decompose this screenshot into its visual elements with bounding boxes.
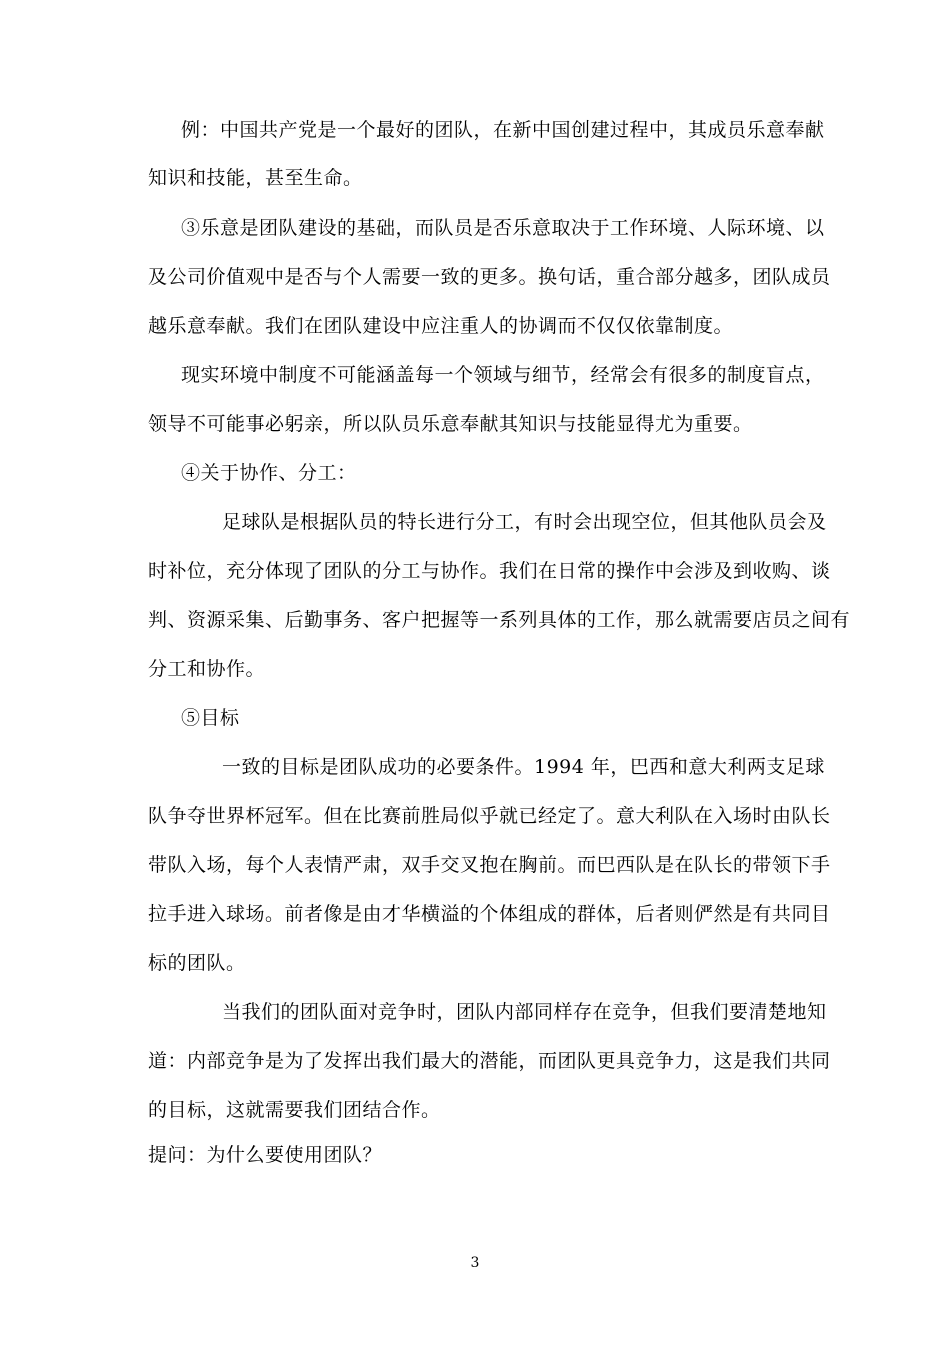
paragraph-line: 例：中国共产党是一个最好的团队，在新中国创建过程中，其成员乐意奉献 (181, 119, 825, 141)
paragraph-line: 道：内部竞争是为了发挥出我们最大的潜能，而团队更具竞争力，这是我们共同 (148, 1050, 831, 1072)
paragraph-line: 足球队是根据队员的特长进行分工，有时会出现空位，但其他队员会及 (222, 511, 827, 533)
paragraph-line: 队争夺世界杯冠军。但在比赛前胜局似乎就已经定了。意大利队在入场时由队长 (148, 805, 831, 827)
paragraph-line: 的目标，这就需要我们团结合作。 (148, 1099, 441, 1121)
paragraph-line: 一致的目标是团队成功的必要条件。1994 年，巴西和意大利两支足球 (222, 756, 825, 778)
paragraph-line: 标的团队。 (148, 952, 246, 974)
paragraph-line: 拉手进入球场。前者像是由才华横溢的个体组成的群体，后者则俨然是有共同目 (148, 903, 831, 925)
section-heading: ④关于协作、分工： (181, 462, 357, 484)
paragraph-line: 知识和技能，甚至生命。 (148, 167, 363, 189)
paragraph-line: 及公司价值观中是否与个人需要一致的更多。换句话，重合部分越多，团队成员 (148, 266, 831, 288)
paragraph-line: 领导不可能事必躬亲，所以队员乐意奉献其知识与技能显得尤为重要。 (148, 413, 753, 435)
paragraph-line: 越乐意奉献。我们在团队建设中应注重人的协调而不仅仅依靠制度。 (148, 315, 734, 337)
page-number: 3 (470, 1255, 480, 1271)
question-line: 提问：为什么要使用团队？ (148, 1144, 383, 1166)
paragraph-line: 分工和协作。 (148, 658, 266, 680)
paragraph-line: 带队入场，每个人表情严肃，双手交叉抱在胸前。而巴西队是在队长的带领下手 (148, 854, 831, 876)
paragraph-line: 现实环境中制度不可能涵盖每一个领域与细节，经常会有很多的制度盲点， (181, 364, 825, 386)
paragraph-line: 当我们的团队面对竞争时，团队内部同样存在竞争，但我们要清楚地知 (222, 1001, 827, 1023)
paragraph-line: 时补位，充分体现了团队的分工与协作。我们在日常的操作中会涉及到收购、谈 (148, 560, 831, 582)
section-heading: ⑤目标 (181, 707, 240, 729)
paragraph-line: ③乐意是团队建设的基础，而队员是否乐意取决于工作环境、人际环境、以 (181, 217, 825, 239)
paragraph-line: 判、资源采集、后勤事务、客户把握等一系列具体的工作，那么就需要店员之间有 (148, 609, 851, 631)
